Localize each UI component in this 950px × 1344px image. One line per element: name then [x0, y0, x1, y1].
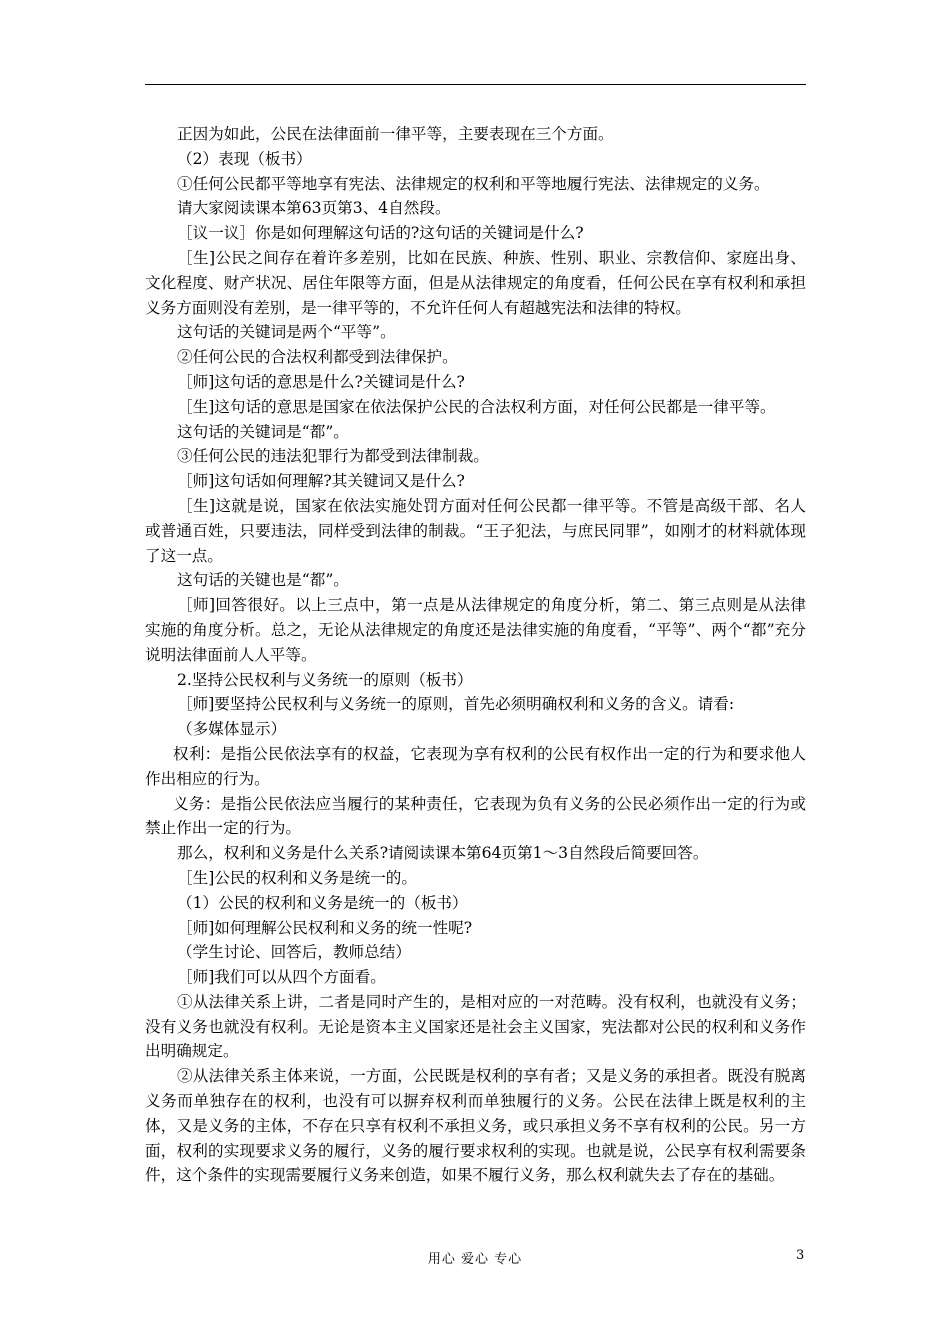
paragraph: 权利：是指公民依法享有的权益，它表现为享有权利的公民有权作出一定的行为和要求他人作出相应的行为。	[145, 744, 806, 788]
header-rule	[145, 84, 806, 85]
paragraph: 2.坚持公民权利与义务统一的原则（板书）	[177, 670, 473, 689]
paragraph: 请大家阅读课本第63页第3、4自然段。	[177, 199, 451, 218]
paragraph: ［师]我们可以从四个方面看。	[177, 968, 386, 987]
paragraph: ［生]这就是说，国家在依法实施处罚方面对任何公民都一律平等。不管是高级干部、名人或普通百姓，只要违法，同样受到法律的制裁。“王子犯法，与庶民同罪”，如刚才的材料就体现了这一点。	[145, 496, 806, 565]
paragraph: 正因为如此，公民在法律面前一律平等，主要表现在三个方面。	[177, 125, 614, 143]
paragraph: ［生]公民的权利和义务是统一的。	[177, 868, 417, 887]
footer-slogan: 用心 爱心 专心	[427, 1252, 523, 1267]
paragraph: （多媒体显示）	[177, 720, 287, 739]
paragraph: 这句话的关键也是“都”。	[177, 571, 349, 590]
page-number: 3	[796, 1248, 805, 1263]
paragraph: ［师]回答很好。以上三点中，第一点是从法律规定的角度分析，第二、第三点则是从法律实施的角度分析。总之，无论从法律规定的角度还是法律实施的角度看，“平等”、两个“都”充分说明法律面前人人平等。	[145, 596, 806, 664]
paragraph: ②从法律关系主体来说，一方面，公民既是权利的享有者；又是义务的承担者。既没有脱离义务而单独存在的权利，也没有可以摒弃权利而单独履行的义务。公民在法律上既是权利的主体，又是义务的主体，不存在只享有权利不承担义务，或只承担义务不享有权利的公民。另一方面，权利的实现要求义务的履行，义务的履行要求权利的实现。也就是说，公民享有权利需要条件，这个条件的实现需要履行义务来创造，如果不履行义务，那么权利就失去了存在的基础。	[145, 1067, 806, 1185]
paragraph: ［师]这句话如何理解?其关键词又是什么?	[177, 472, 465, 491]
paragraph: ［议一议］你是如何理解这句话的?这句话的关键词是什么?	[177, 224, 584, 243]
paragraph: （1）公民的权利和义务是统一的（板书）	[177, 893, 468, 912]
paragraph: ［师]这句话的意思是什么?关键词是什么?	[177, 372, 465, 391]
paragraph: 这句话的关键词是两个“平等”。	[177, 323, 396, 342]
paragraph: 义务：是指公民依法应当履行的某种责任，它表现为负有义务的公民必须作出一定的行为或禁止作出一定的行为。	[145, 794, 806, 838]
paragraph: ［师]要坚持公民权利与义务统一的原则，首先必须明确权利和义务的含义。请看:	[177, 695, 735, 714]
paragraph: ［生]公民之间存在着许多差别，比如在民族、种族、性别、职业、宗教信仰、家庭出身、文化程度、财产状况、居住年限等方面，但是从法律规定的角度看，任何公民在享有权利和承担义务方面则没有差别，是一律平等的，不允许任何人有超越宪法和法律的特权。	[145, 248, 806, 317]
paragraph: （学生讨论、回答后，教师总结）	[177, 943, 411, 962]
paragraph: 那么，权利和义务是什么关系?请阅读课本第64页第1～3自然段后简要回答。	[177, 844, 709, 863]
paragraph: ［生]这句话的意思是国家在依法保护公民的合法权利方面，对任何公民都是一律平等。	[177, 397, 776, 416]
paragraph: 这句话的关键词是“都”。	[177, 422, 349, 441]
paragraph: ①任何公民都平等地享有宪法、法律规定的权利和平等地履行宪法、法律规定的义务。	[177, 174, 770, 193]
paragraph: ③任何公民的违法犯罪行为都受到法律制裁。	[177, 447, 489, 466]
document-body	[145, 122, 806, 1188]
paragraph: ［师]如何理解公民权利和义务的统一性呢?	[177, 918, 473, 937]
paragraph: ①从法律关系上讲，二者是同时产生的，是相对应的一对范畴。没有权利，也就没有义务；没有义务也就没有权利。无论是资本主义国家还是社会主义国家，宪法都对公民的权利和义务作出明确规定。	[145, 992, 806, 1061]
paragraph: （2）表现（板书）	[177, 149, 312, 168]
paragraph: ②任何公民的合法权利都受到法律保护。	[177, 348, 458, 367]
